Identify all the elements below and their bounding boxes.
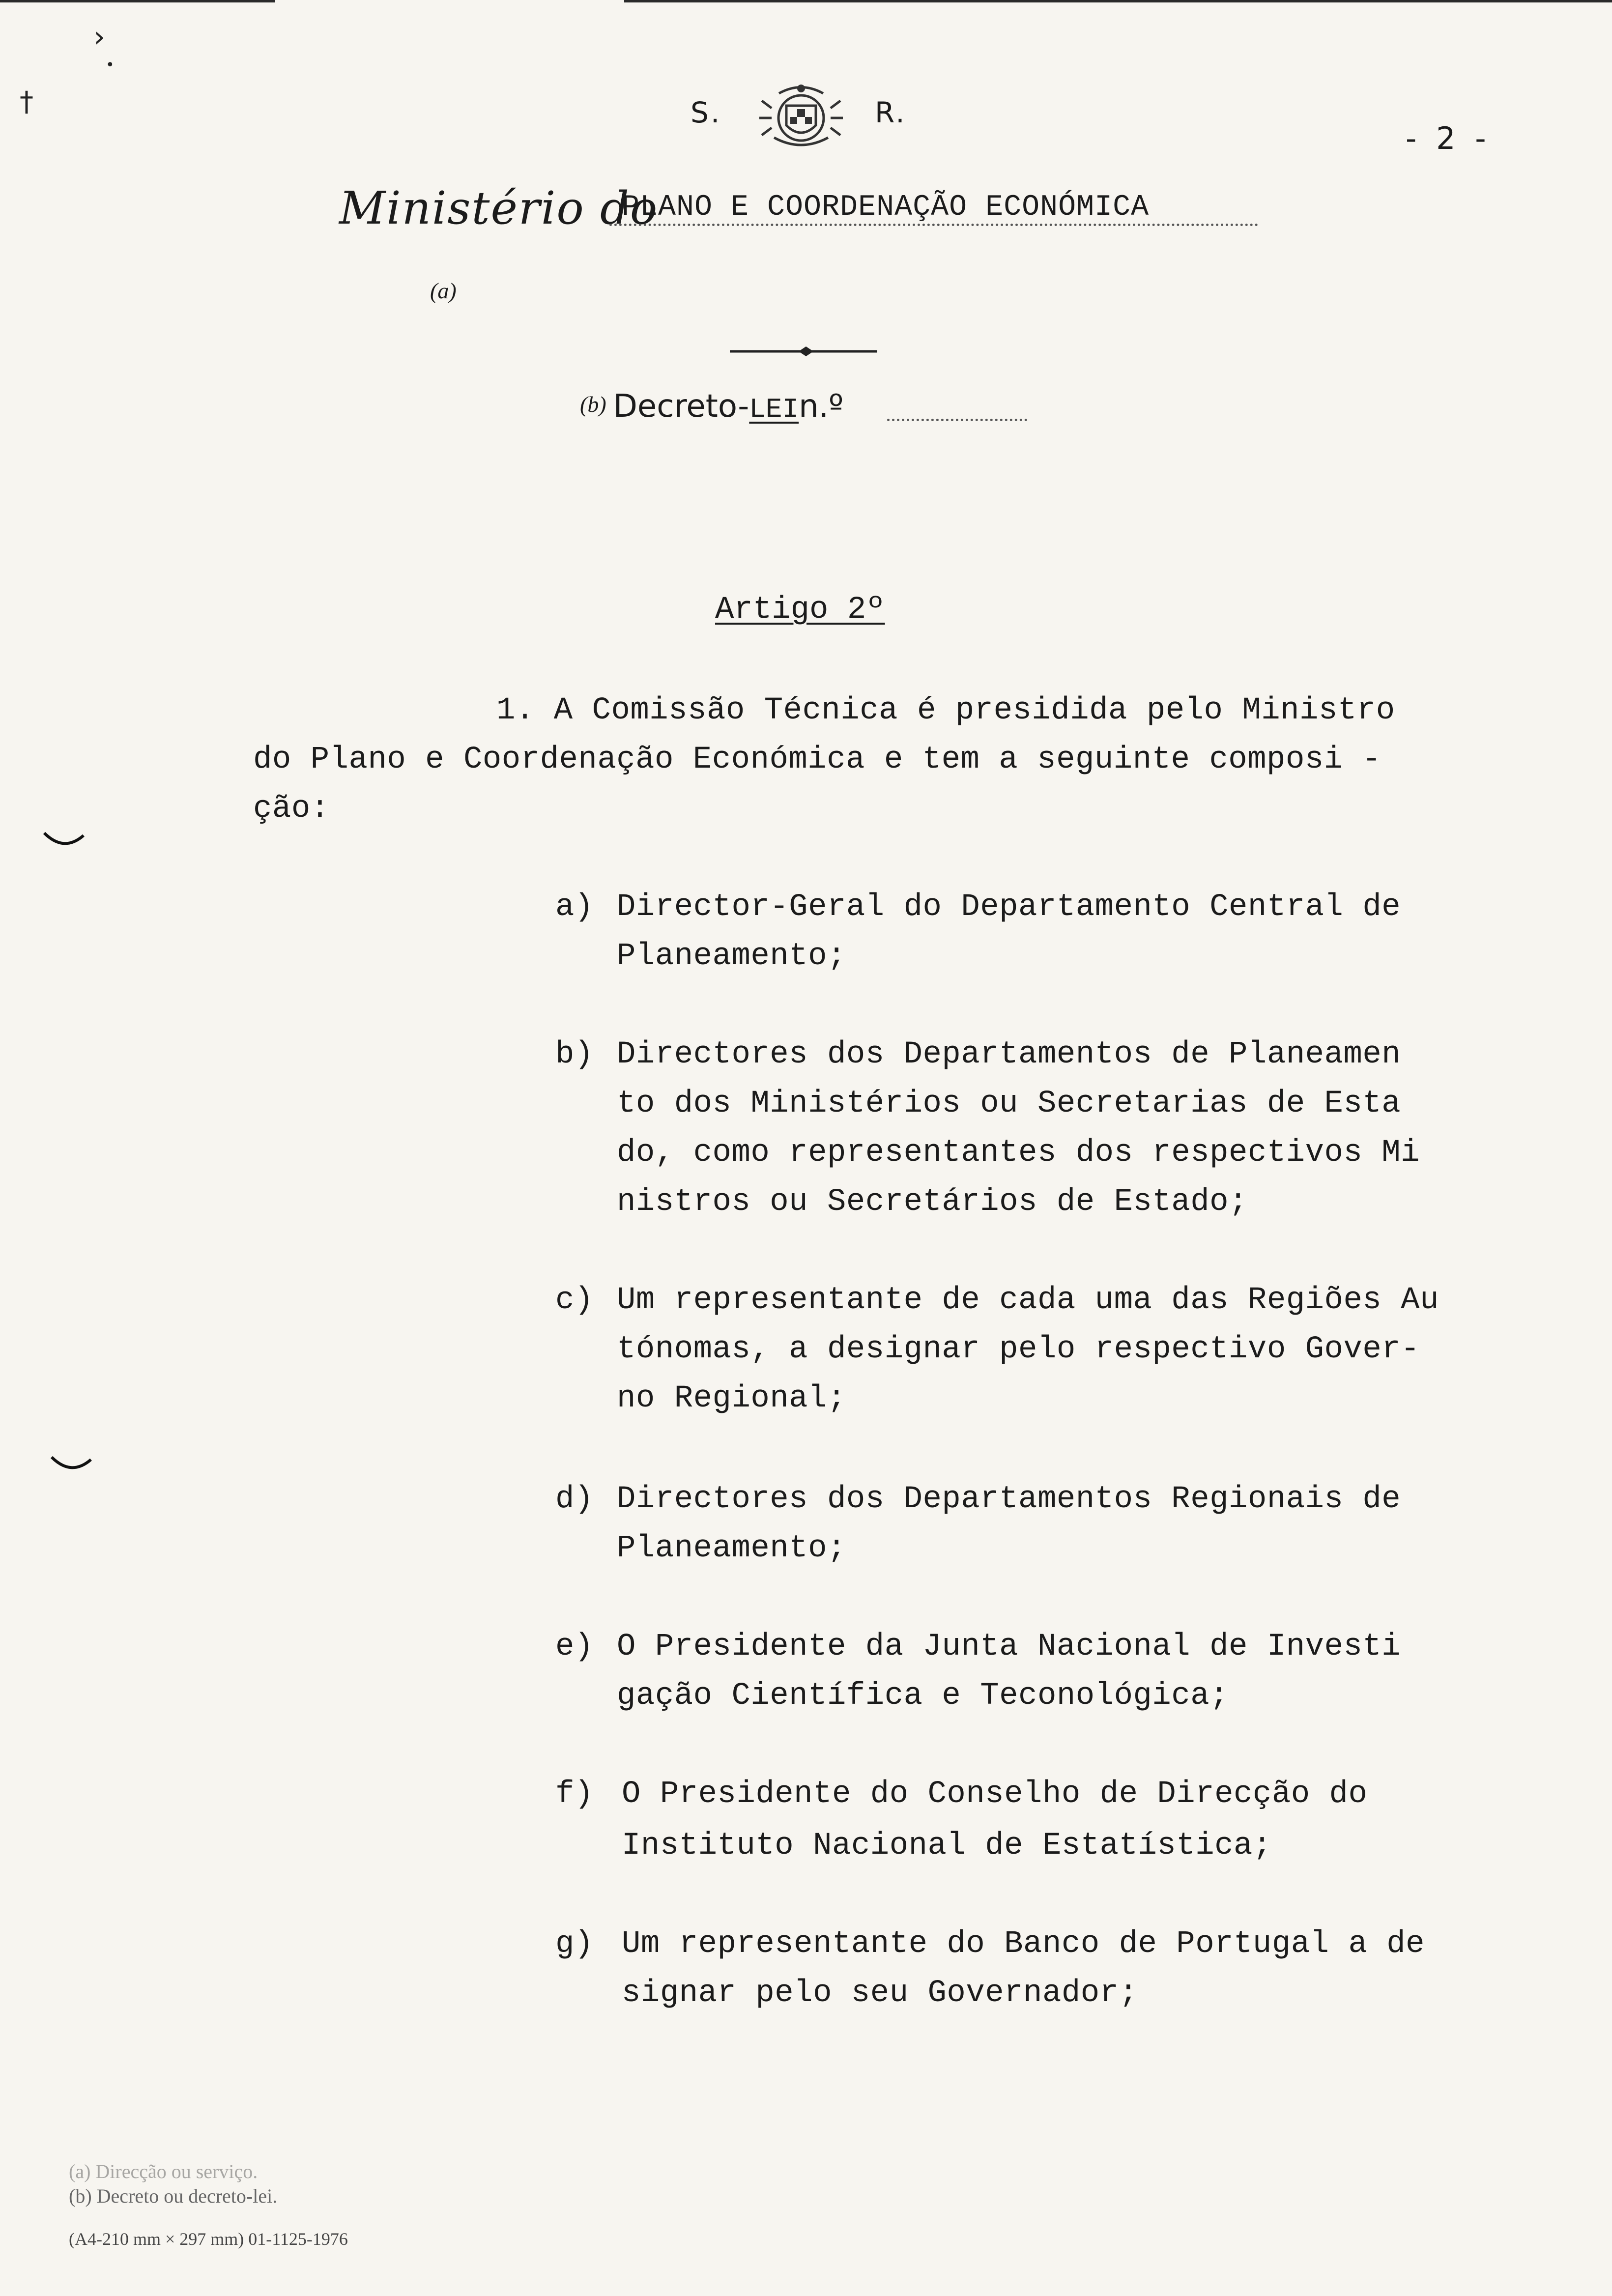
top-border-left — [0, 0, 275, 2]
label-a: (a) — [430, 278, 457, 303]
footnote-b: (b) Decreto ou decreto-lei. — [69, 2185, 278, 2207]
decree-label-b: (b) — [580, 392, 606, 417]
item-a-line-1: Director-Geral do Departamento Central de — [617, 890, 1401, 925]
decree-text: Decreto- — [613, 388, 749, 425]
coat-of-arms-seal-icon — [752, 79, 850, 157]
ministry-name: PLANO E COORDENAÇÃO ECONÓMICA — [622, 191, 1150, 224]
form-code: (A4-210 mm × 297 mm) 01-1125-1976 — [69, 2229, 348, 2249]
margin-curve-mark-1 — [42, 831, 86, 850]
item-e-letter: e) — [555, 1629, 594, 1665]
item-b-line-3: do, como representantes dos respectivos Mi — [617, 1135, 1420, 1171]
page-number: - 2 - — [1406, 120, 1491, 156]
item-c-line-3: no Regional; — [617, 1381, 846, 1416]
margin-curve-mark-2 — [49, 1455, 93, 1474]
item-e-line-1: O Presidente da Junta Nacional de Investi — [617, 1629, 1401, 1665]
item-f-line-1: O Presidente do Conselho de Direcção do — [622, 1777, 1368, 1812]
item-b-line-1: Directores dos Departamentos de Planeamen — [617, 1037, 1401, 1072]
item-g-line-2: signar pelo seu Governador; — [622, 1976, 1138, 2011]
decree-stamp: LEI — [749, 394, 799, 425]
ornament-divider-icon — [730, 342, 877, 361]
item-c-letter: c) — [555, 1283, 594, 1318]
item-a-line-2: Planeamento; — [617, 939, 846, 974]
item-a-letter: a) — [555, 890, 594, 925]
intro-line-1: 1. A Comissão Técnica é presidida pelo Ministro — [496, 693, 1395, 728]
item-c-line-1: Um representante de cada uma das Regiões Au — [617, 1283, 1439, 1318]
item-d-letter: d) — [555, 1482, 594, 1517]
item-g-line-1: Um representante do Banco de Portugal a de — [622, 1926, 1425, 1962]
top-border-right — [624, 0, 1612, 2]
stray-mark-1: › — [93, 20, 105, 54]
decree-dotted-line — [887, 419, 1027, 421]
item-f-line-2: Instituto Nacional de Estatística; — [622, 1828, 1272, 1864]
sr-right-letter: R. — [875, 96, 907, 129]
stray-mark-3: † — [20, 86, 33, 118]
intro-line-3: ção: — [253, 791, 330, 827]
item-g-letter: g) — [555, 1926, 594, 1962]
item-b-letter: b) — [555, 1037, 594, 1072]
stray-mark-2: • — [106, 57, 115, 74]
item-e-line-2: gação Científica e Teconológica; — [617, 1678, 1229, 1714]
item-f-letter: f) — [555, 1777, 594, 1812]
footnote-a: (a) Direcção ou serviço. — [69, 2160, 258, 2182]
item-d-line-2: Planeamento; — [617, 1531, 846, 1566]
ministry-prefix: Ministério do — [339, 182, 659, 234]
item-b-line-2: to dos Ministérios ou Secretarias de Esta — [617, 1086, 1401, 1121]
decree-number: n.º — [799, 388, 844, 425]
item-d-line-1: Directores dos Departamentos Regionais de — [617, 1482, 1401, 1517]
decree-line — [580, 388, 843, 425]
ministry-dotted-line — [609, 224, 1258, 226]
sr-left-letter: S. — [691, 96, 722, 129]
item-c-line-2: tónomas, a designar pelo respectivo Gover- — [617, 1332, 1420, 1367]
intro-line-2: do Plano e Coordenação Económica e tem a seguinte composi - — [253, 742, 1382, 777]
article-title: Artigo 2º — [715, 592, 885, 628]
item-b-line-4: nistros ou Secretários de Estado; — [617, 1184, 1248, 1220]
